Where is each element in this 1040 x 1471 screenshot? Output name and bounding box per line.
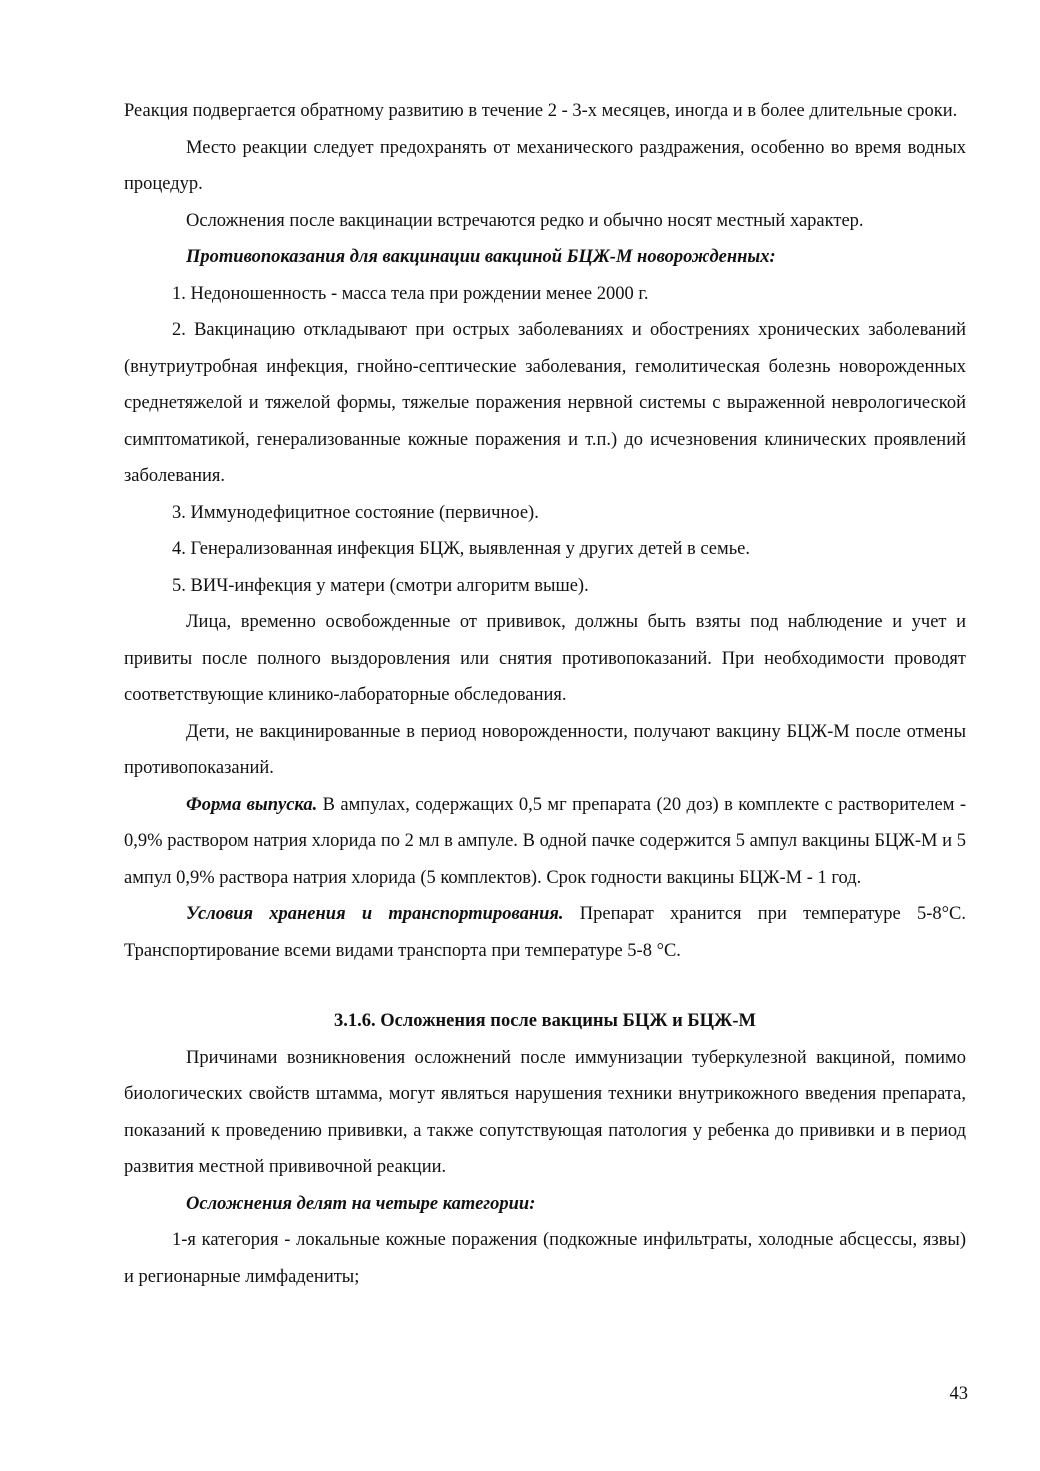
paragraph — [124, 1040, 966, 1186]
paragraph — [124, 531, 966, 568]
paragraph — [124, 568, 966, 605]
paragraph — [124, 276, 966, 313]
paragraph-text: 5. ВИЧ-инфекция у матери (смотри алгоритм выше). — [172, 575, 589, 596]
paragraph — [124, 714, 966, 787]
emphasis-text: Форма выпуска. — [186, 794, 318, 815]
section-heading: 3.1.6. Осложнения после вакцины БЦЖ и БЦЖ-М — [334, 1011, 756, 1031]
paragraph-text: Причинами возникновения осложнений после иммунизации туберкулезной вакциной, помимо биологических свойств штамма, могут являться нарушения техники внутрикожного введения препарата, показаний к проведению прививки, а также сопутствующая патология у ребенка до прививки и в период развития местной прививочной реакции. — [124, 1047, 966, 1177]
paragraph — [124, 239, 966, 276]
text-block-top — [124, 93, 966, 969]
paragraph — [124, 1186, 966, 1223]
paragraph — [124, 312, 966, 495]
paragraph — [124, 787, 966, 897]
paragraph — [124, 1222, 966, 1295]
paragraph — [124, 93, 966, 130]
paragraph-text: 1. Недоношенность - масса тела при рождении менее 2000 г. — [172, 283, 649, 304]
emphasis-text: Условия хранения и транспортирования. — [186, 904, 564, 924]
paragraph-text: Реакция подвергается обратному развитию в течение 2 - 3-х месяцев, иногда и в более длительные сроки. — [124, 101, 958, 121]
paragraph-text: 4. Генерализованная инфекция БЦЖ, выявленная у других детей в семье. — [172, 539, 750, 559]
emphasis-text: Противопоказания для вакцинации вакциной БЦЖ-М новорожденных: — [186, 247, 776, 267]
emphasis-text: Осложнения делят на четыре категории: — [186, 1193, 536, 1214]
paragraph — [124, 896, 966, 969]
paragraph-text: Дети, не вакцинированные в период новорожденности, получают вакцину БЦЖ-М после отмены противопоказаний. — [124, 721, 966, 778]
text-block-bottom — [124, 1040, 966, 1296]
paragraph-text: 2. Вакцинацию откладывают при острых заболеваниях и обострениях хронических заболеваний (внутриутробная инфекция, гнойно-септические заболевания, гемолитическая болезнь новорожденных среднетяжелой и тяжелой формы, тяжелые поражения нервной системы с выраженной неврологической симптоматикой, генерализованные кожные поражения и т.п.) до исчезновения клинических проявлений заболевания. — [124, 320, 966, 486]
page-number: 43 — [949, 1384, 968, 1404]
paragraph — [124, 495, 966, 532]
paragraph-text: Место реакции следует предохранять от механического раздражения, особенно во время водных процедур. — [124, 137, 966, 194]
paragraph — [124, 203, 966, 240]
page-content — [124, 93, 966, 1295]
paragraph-text: Лица, временно освобожденные от прививок, должны быть взяты под наблюдение и учет и привиты после полного выздоровления или снятия противопоказаний. При необходимости проводят соответствующие клинико-лабораторные обследования. — [124, 612, 966, 705]
paragraph-text: В ампулах, содержащих 0,5 мг препарата (20 доз) в комплекте с растворителем - 0,9% раствором натрия хлорида по 2 мл в ампуле. В одной пачке содержится 5 ампул вакцины БЦЖ-М и 5 ампул 0,9% раствора натрия хлорида (5 комплектов). Срок годности вакцины БЦЖ-М - 1 год. — [124, 794, 966, 888]
paragraph-text: Осложнения после вакцинации встречаются редко и обычно носят местный характер. — [186, 210, 864, 231]
paragraph — [124, 604, 966, 714]
paragraph — [124, 130, 966, 203]
paragraph-text: 1-я категория - локальные кожные поражения (подкожные инфильтраты, холодные абсцессы, язвы) и регионарные лимфадениты; — [124, 1230, 966, 1287]
paragraph-text: Препарат хранится при температуре 5-8°С. Транспортирование всеми видами транспорта при температуре 5-8 °С. — [124, 904, 966, 961]
paragraph-text: 3. Иммунодефицитное состояние (первичное). — [172, 502, 539, 523]
